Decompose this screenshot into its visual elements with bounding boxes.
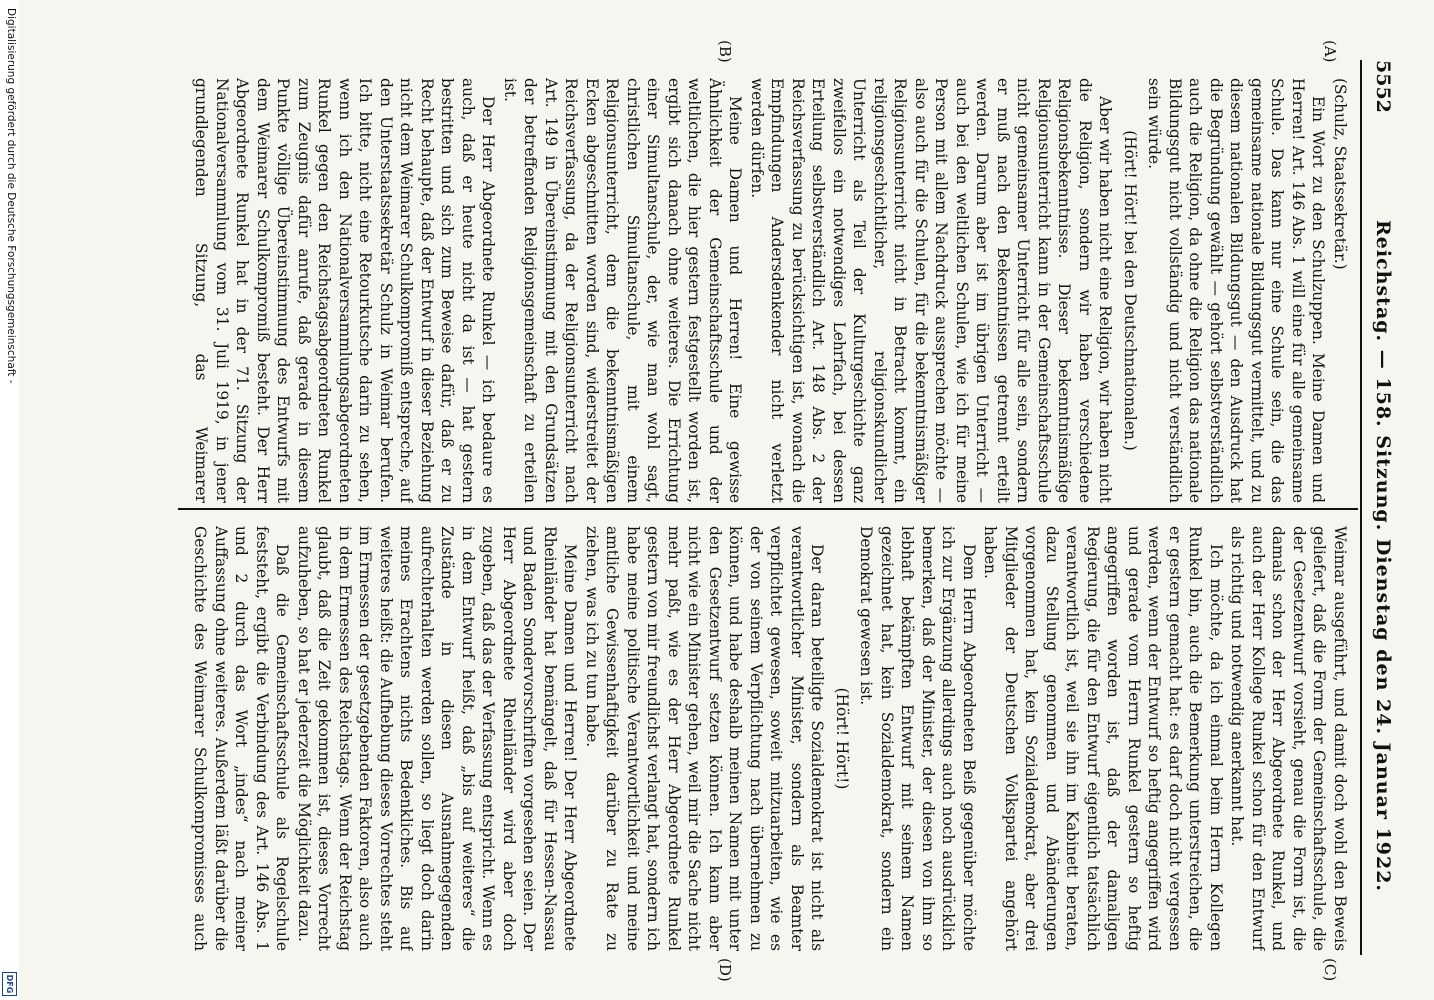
running-title: Reichstag. — 158. Sitzung. Dienstag den 24. Januar 1922.: [1372, 220, 1394, 893]
paragraph: (Schulz, Staatssekretär.): [1331, 78, 1349, 270]
header-rule: [1360, 60, 1362, 955]
margin-letter-b: (B): [716, 40, 734, 63]
page-header: [1364, 60, 1394, 960]
paragraph: Der Herr Abgeordnete Runkel — ich bedaure es auch, daß er heute nicht da ist — hat gestern bestritten und sich zum Beweise dafür, daß er zu Recht behaupte, daß der Entwurf in dieser Beziehung nicht dem Weimarer Schulkompromiß entspreche, auf den Unterstaatssekretär Schulz in Weimar berufen. Ich bitte, nicht eine Retourkutsche darin zu sehen, wenn ich den Nationalversammlungsabgeordneten Runkel gegen den Reichstagsabgeordneten Runkel zum Zeugnis dafür anrufe, daß gerade in diesem Punkte völlige Übereinstimmung des Entwurfs mit dem Weimarer Schulkompromiß besteht. Der Herr Abgeordnete Runkel hat in der 71. Sitzung der Nationalversammlung vom 31. Juli 1919, in jener grundlegenden Sitzung, das Weimarer: [192, 78, 498, 503]
paragraph: Dem Herrn Abgeordneten Beiß gegenüber möchte ich zur Ergänzung allerdings auch noch ausdrücklich bemerken, daß der Minister, der diesen von ihm so lebhaft bekämpften Entwurf mit seinem Namen gezeichnet hat, kein Sozialdemokrat, sondern ein Demokrat gewesen ist.: [857, 526, 978, 951]
margin-letter-c: (C): [1321, 958, 1339, 982]
paragraph: Daß die Gemeinschaftsschule als Regelschule feststeht, ergibt die Verbindung des Art. 146 Abs. 1 und 2 durch das Wort „indes“ nach meiner Auffassung ohne weiteres. Außerdem läßt darüber die Geschichte des Weimarer Schulkompromisses auch: [191, 526, 292, 951]
paragraph: Aber wir haben nicht eine Religion, wir haben nicht die Religion, sondern wir haben verschiedene Religionsbekenntnisse. Dieser bekenntnismäßige Religionsunterricht kann in der Gemeinschaftsschule nicht gemeinsamer Unterricht für alle sein, sondern er muß nach den Bekenntnissen getrennt erteilt werden. Darum aber ist im übrigen Unterricht — auch bei den weltlichen Schulen, wie ich für meine Person mit allem Nachdruck aussprechen möchte — also auch für die Schulen, für die bekenntnismäßiger Religionsunterricht nicht in Betracht kommt, ein religionsgeschichtlicher, religionskundlicher Unterricht als Teil der Kulturgeschichte ganz zweifellos ein notwendiges Lehrfach, bei dessen Erteilung selbstverständlich Art. 148 Abs. 2 der Reichsverfassung zu berücksichtigen ist, wonach die Empfindungen Andersdenkender nicht verletzt werden dürfen.: [748, 78, 1115, 503]
column-divider: [178, 508, 1358, 510]
digitization-credit: Digitalisierung gefördert durch die Deutsche Forschungsgemeinschaft -: [5, 8, 17, 384]
paragraph: Meine Damen und Herren! Der Herr Abgeordnete Rheinländer hat bemängelt, daß für Hessen-Nassau und Baden Sondervorschriften vorgesehen seien. Der Herr Abgeordnete Rheinländer wird aber doch zugeben, daß das der Verfassung entspricht. Wenn es in dem Entwurf heißt, daß „bis auf weiteres“ die Zustände in diesen Ausnahmegegenden aufrechterhalten werden sollen, so liegt doch darin meines Erachtens nichts Bedenkliches. Bis auf weiteres heißt: die Aufhebung dieses Vorrechtes steht im Ermessen der gesetzgebenden Faktoren, also auch in dem Ermessen des Reichstags. Wenn der Reichstag glaubt, daß die Zeit gekommen ist, dieses Vorrecht aufzuheben, so hat er jederzeit die Möglichkeit dazu.: [295, 526, 580, 951]
margin-letter-a: (A): [1321, 40, 1339, 63]
paragraph: Der daran beteiligte Sozialdemokrat ist nicht als verantwortlicher Minister, sondern als Beamter verpflichtet gewesen, soweit mitzuarbeiten, wie es der von seinem Verpflichtung nach übernehmen zu können, und habe deshalb meinen Namen mit unter den Gesetzentwurf setzen können. Ich kann aber nicht wie ein Minister gehen, weil mir die Sache nicht mehr paßt, wie es der Herr Abgeordnete Runkel gestern von mir freundlichst verlangt hat, sondern ich habe meine politische Verantwortlichkeit und meine amtliche Gewissenhaftigkeit darüber zu Rate zu ziehen, was ich zu tun habe.: [583, 526, 827, 951]
paragraph: Weimar ausgeführt, und damit doch wohl den Beweis geliefert, daß die Form der Gemeinschaftsschule, die der Gesetzentwurf vorsieht, genau die Form ist, die damals schon der Herr Abgeordnete Runkel, und auch der Herr Kollege Runkel schon für den Entwurf als richtig und notwendig anerkannt hat.: [1228, 526, 1349, 951]
left-text-column: [190, 78, 1350, 503]
paragraph: Meine Damen und Herren! Eine gewisse Ähnlichkeit der Gemeinschaftsschule und der weltlichen, die hier gestern festgestellt worden ist, ergibt sich danach ohne weiteres. Die Errichtung einer Simultanschule, der, wie man wohl sagt, christlichen Simultanschule, mit einem Religionsunterricht, dem die bekenntnismäßigen Ecken abgeschnitten worden sind, widerstreitet der Reichsverfassung, da der Religionsunterricht nach Art. 149 in Übereinstimmung mit den Grundsätzen der betreffenden Religionsgemeinschaft zu erteilen ist.: [501, 78, 745, 503]
paragraph: Ich möchte, da ich einmal beim Herrn Kollegen Runkel bin, auch die Bemerkung unterstreichen, die er gestern gemacht hat: es darf doch nicht vergessen werden, wenn der Entwurf so heftig angegriffen wird und gerade vom Herrn Runkel gestern so heftig angegriffen worden ist, daß der damaligen Regierung, die für den Entwurf eigentlich tatsächlich verantwortlich ist, weil sie ihn im Kabinett beraten, dazu Stellung genommen und Abänderungen vorgenommen hat, kein Sozialdemokrat, aber drei Mitglieder der Deutschen Volkspartei angehört haben.: [981, 526, 1225, 951]
dfg-logo: DFG: [2, 972, 17, 996]
margin-letter-d: (D): [716, 958, 734, 982]
paragraph: (Hört! Hört! bei den Deutschnationalen.): [1121, 130, 1139, 451]
page-number: 5552: [1372, 60, 1394, 113]
right-text-column: [190, 526, 1350, 951]
paragraph: (Hört! Hört!): [833, 687, 851, 790]
digitization-credit-strip: [0, 0, 19, 1000]
paragraph: Ein Wort zu den Schulzuppen. Meine Damen und Herren! Art. 146 Abs. 1 will eine für alle gemeinsame Schule. Das kann nur eine Schule sein, die das gemeinsame nationale Bildungsgut vermittelt, und zu diesem nationalen Bildungsgut — den Ausdruck hat die Begründung gewählt — gehört selbstverständlich auch die Religion, da ohne die Religion das nationale Bildungsgut nicht vollständig und nicht verständlich sein würde.: [1145, 78, 1328, 503]
